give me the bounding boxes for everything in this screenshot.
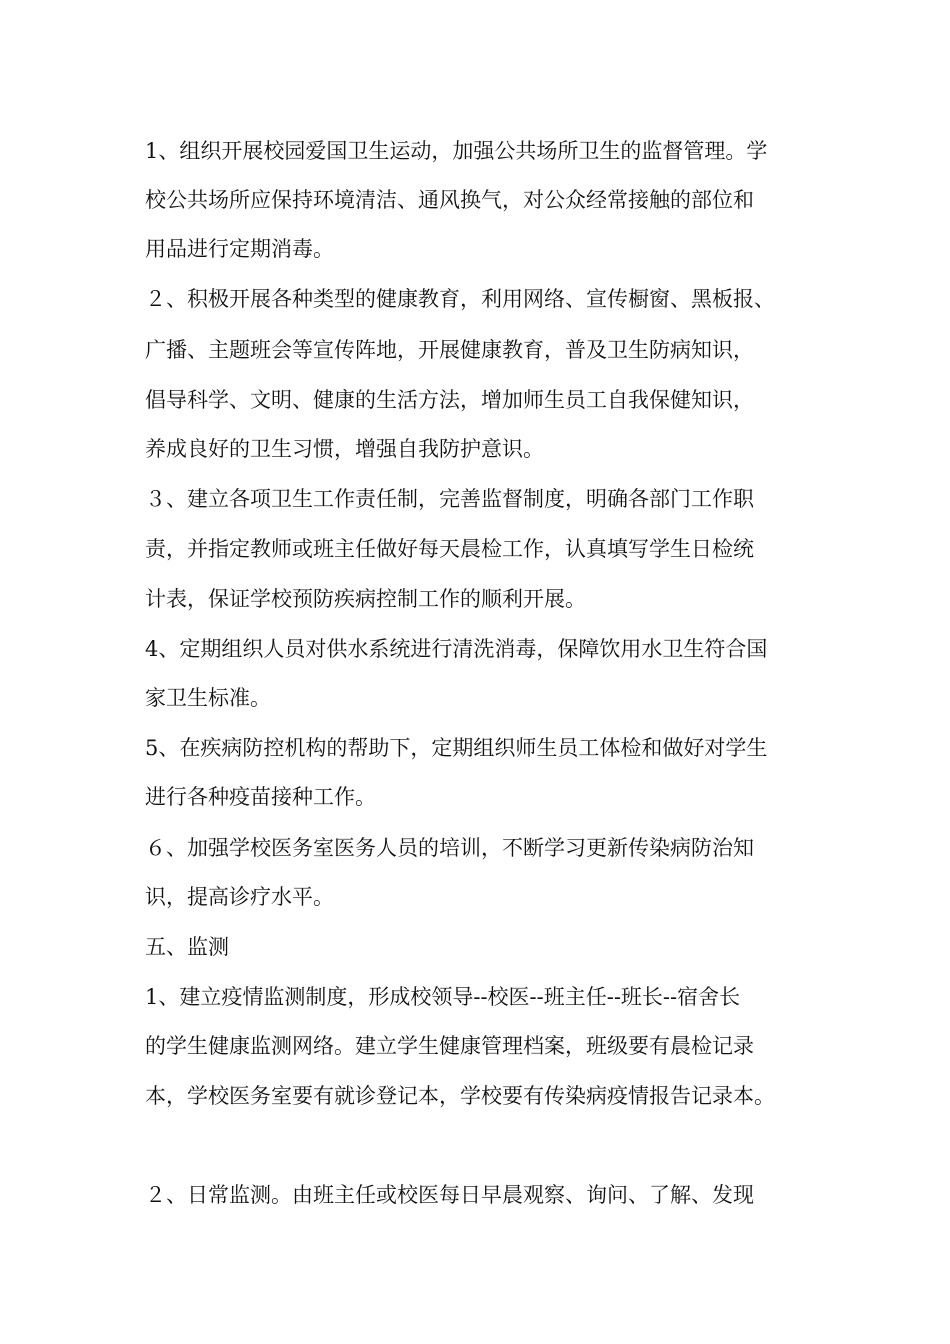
text-line: 本，学校医务室要有就诊登记本，学校要有传染病疫情报告记录本。 [145,1084,775,1108]
text-line: 计表，保证学校预防疾病控制工作的顺利开展。 [145,587,586,611]
text-line: 的学生健康监测网络。建立学生健康管理档案，班级要有晨检记录 [145,1034,754,1058]
text-line: 4、定期组织人员对供水系统进行清洗消毒，保障饮用水卫生符合国 [145,637,768,661]
text-line: 1、建立疫情监测制度，形成校领导--校医--班主任--班长--宿舍长 [145,985,741,1009]
text-line: 识，提高诊疗水平。 [145,885,334,909]
text-line: ６、加强学校医务室医务人员的培训，不断学习更新传染病防治知 [145,836,754,860]
text-line: 用品进行定期消毒。 [145,237,334,261]
section-heading: 五、监测 [145,935,229,959]
text-line: ２、积极开展各种类型的健康教育，利用网络、宣传橱窗、黑板报、 [145,287,775,311]
text-line: 养成良好的卫生习惯，增强自我防护意识。 [145,437,544,461]
text-line: 5、在疾病防控机构的帮助下，定期组织师生员工体检和做好对学生 [145,736,768,760]
text-line: ２、日常监测。由班主任或校医每日早晨观察、询问、了解、发现 [145,1183,754,1207]
text-line: ３、建立各项卫生工作责任制，完善监督制度，明确各部门工作职 [145,487,754,511]
text-line: 责，并指定教师或班主任做好每天晨检工作，认真填写学生日检统 [145,537,754,561]
text-line: 进行各种疫苗接种工作。 [145,785,376,809]
text-line: 校公共场所应保持环境清洁、通风换气，对公众经常接触的部位和 [145,188,754,212]
text-line: 倡导科学、文明、健康的生活方法，增加师生员工自我保健知识， [145,388,754,412]
text-line: 广播、主题班会等宣传阵地，开展健康教育，普及卫生防病知识， [145,338,754,362]
text-line: 家卫生标准。 [145,686,271,710]
text-line: 1、组织开展校园爱国卫生运动，加强公共场所卫生的监督管理。学 [145,139,768,163]
